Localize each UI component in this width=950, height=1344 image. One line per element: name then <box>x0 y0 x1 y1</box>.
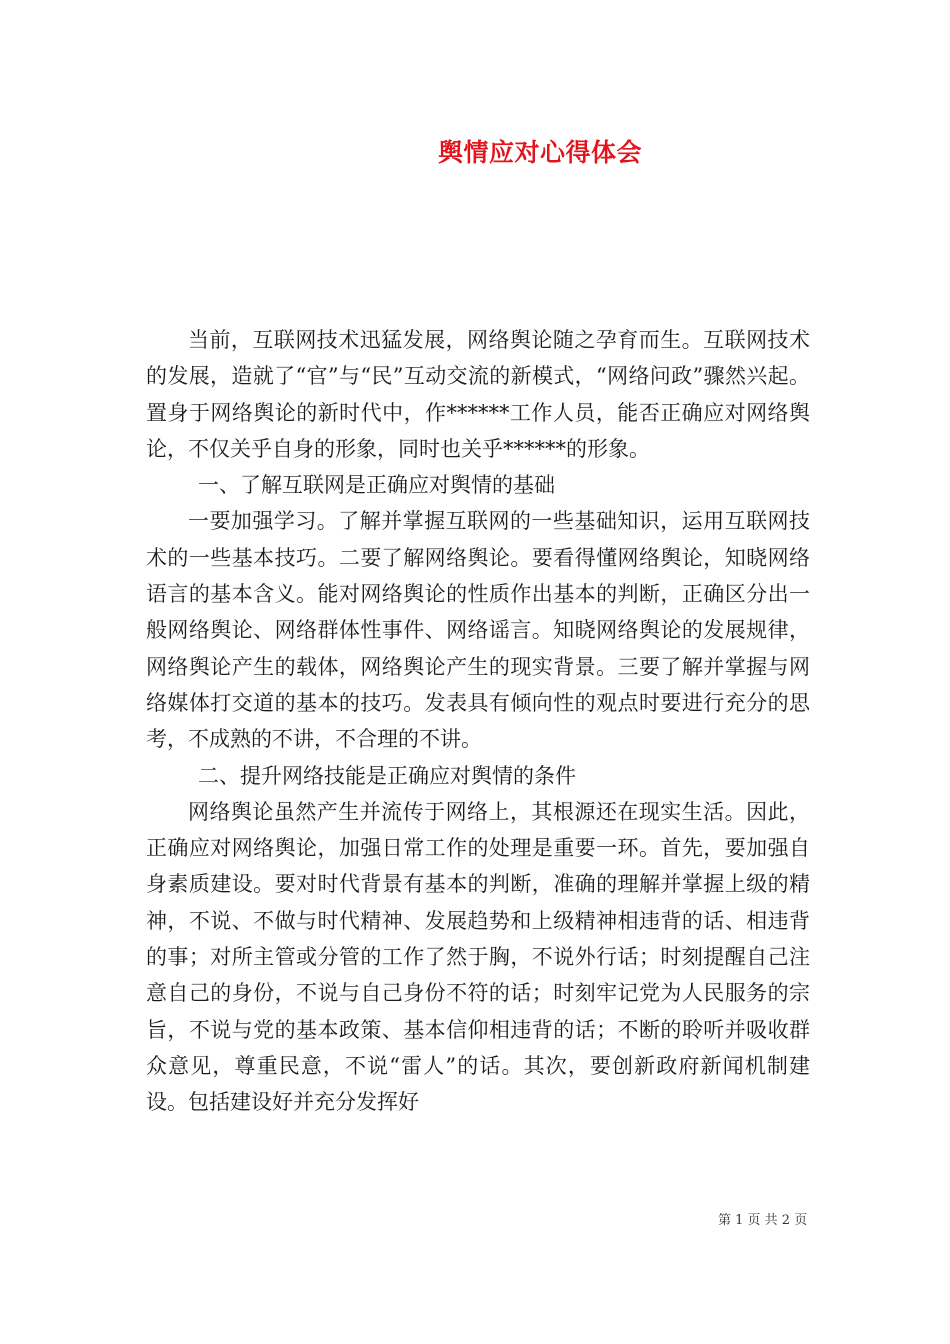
document-body <box>146 322 810 1121</box>
paragraph-section-2: 网络舆论虽然产生并流传于网络上，其根源还在现实生活。因此，正确应对网络舆论，加强日常工作的处理是重要一环。首先，要加强自身素质建设。要对时代背景有基本的判断，准确的理解并掌握上级的精神，不说、不做与时代精神、发展趋势和上级精神相违背的话、相违背的事；对所主管或分管的工作了然于胸，不说外行话；时刻提醒自己注意自己的身份，不说与自己身份不符的话；时刻牢记党为人民服务的宗旨，不说与党的基本政策、基本信仰相违背的话；不断的聆听并吸收群众意见，尊重民意，不说“雷人”的话。其次，要创新政府新闻机制建设。包括建设好并充分发挥好 <box>146 799 810 1115</box>
page-number-footer: 第 1 页 共 2 页 <box>718 1213 808 1228</box>
document-title: 舆情应对心得体会 <box>437 138 642 167</box>
paragraph-section-1: 一要加强学习。了解并掌握互联网的一些基础知识，运用互联网技术的一些基本技巧。二要了解网络舆论。要看得懂网络舆论，知晓网络语言的基本含义。能对网络舆论的性质作出基本的判断，正确区分出一般网络舆论、网络群体性事件、网络谣言。知晓网络舆论的发展规律，网络舆论产生的载体，网络舆论产生的现实背景。三要了解并掌握与网络媒体打交道的基本的技巧。发表具有倾向性的观点时要进行充分的思考，不成熟的不讲，不合理的不讲。 <box>146 509 810 752</box>
section-heading-2: 二、提升网络技能是正确应对舆情的条件 <box>198 763 576 788</box>
section-heading-1: 一、了解互联网是正确应对舆情的基础 <box>198 473 555 498</box>
paragraph-intro: 当前，互联网技术迅猛发展，网络舆论随之孕育而生。互联网技术的发展，造就了“官”与“民”互动交流的新模式，“网络问政”骤然兴起。置身于网络舆论的新时代中，作******工作人员，能否正确应对网络舆论，不仅关乎自身的形象，同时也关乎******的形象。 <box>146 328 810 461</box>
